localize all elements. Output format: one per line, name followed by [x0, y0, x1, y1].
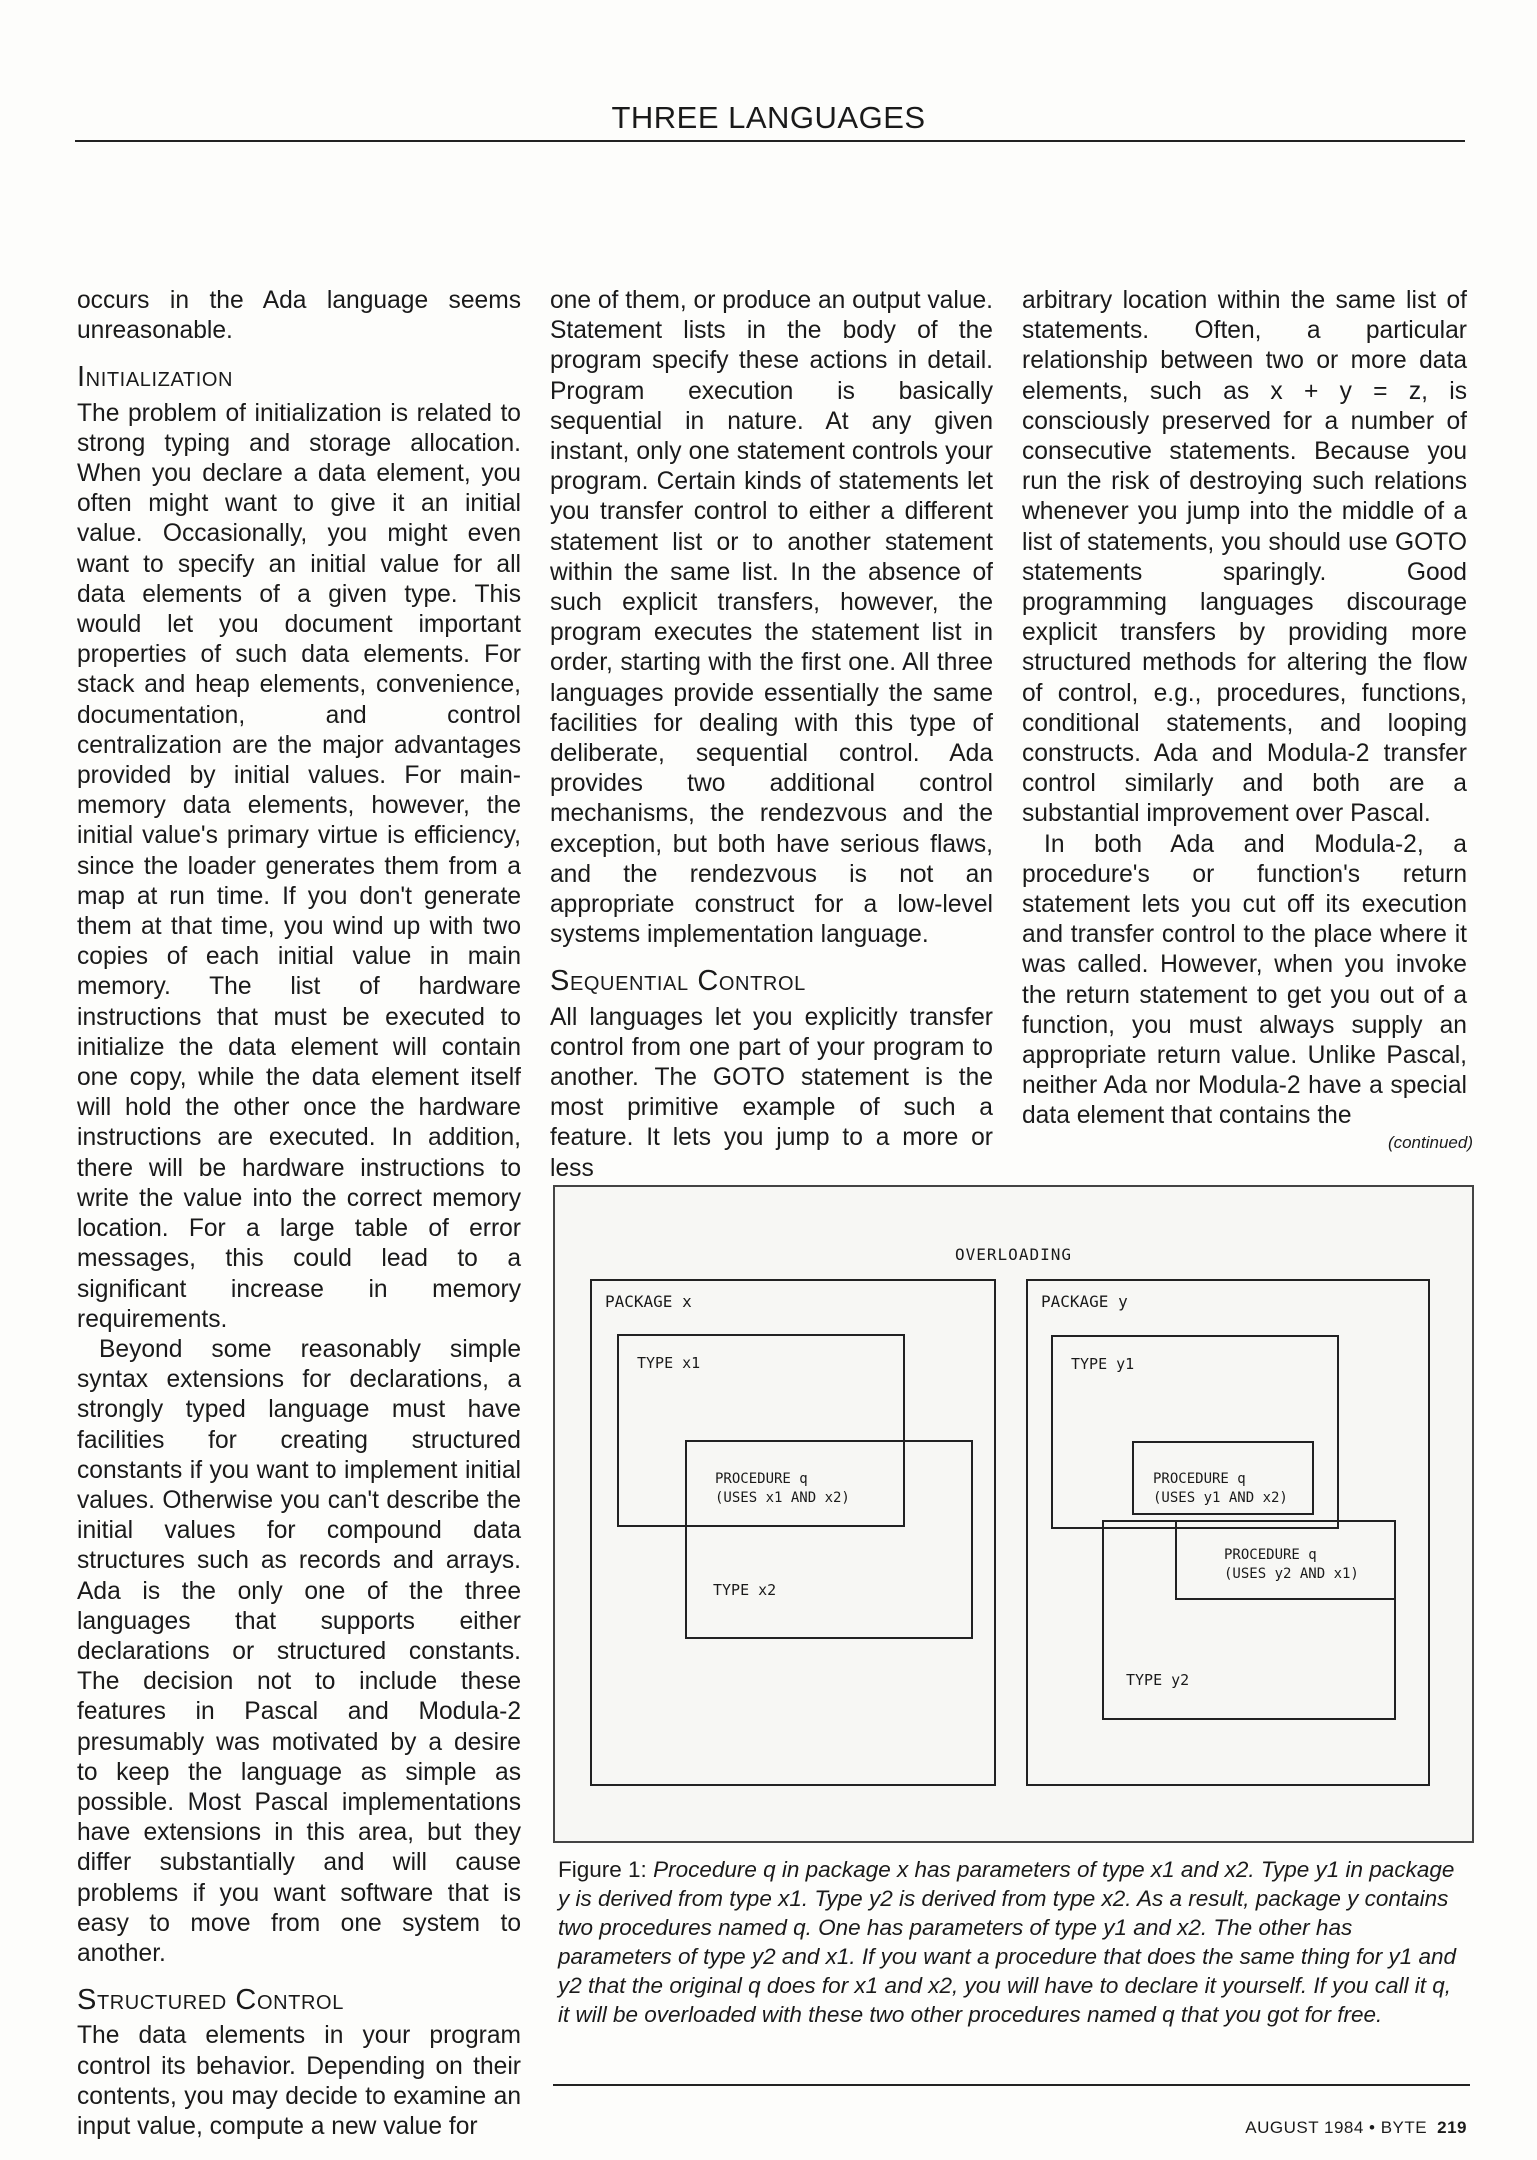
paragraph: arbitrary location within the same list of statements. Often, a particular relationship between two or more data elements, such as x + y = z, is consciously preserved for a number of consecutive statements. Because you run the risk of destroying such relations whenever you jump into the middle of a list of statements, you should use GOTO statements sparingly. Good programming languages discourage explicit transfers by providing more structured methods for altering the flow of control, e.g., procedures, functions, conditional statements, and looping constructs. Ada and Modula-2 transfer control similarly and both are a substantial improvement over Pascal. — [1022, 287, 1467, 828]
type-y1-label: TYPE y1 — [1071, 1355, 1135, 1373]
column-1 — [77, 286, 521, 2142]
figure-title: OVERLOADING — [955, 1245, 1072, 1264]
continued-note: (continued) — [1387, 1133, 1473, 1152]
page-footer — [1245, 2118, 1467, 2138]
figure-caption-text: Procedure q in package x has parameters of type x1 and x2. Type y1 in package y is derived from type x1. Type y2 is derived from type x2. As a result, package y contains two procedures named q. One has parameters of type y1 and x2. The other has parameters of type y2 and x1. If you want a procedure that does the same thing for y1 and y2 that the original q does for x1 and x2, you will have to declare it yourself. If you call it q, it will be overloaded with these two other procedures named q that you got for free. — [558, 1857, 1457, 2027]
page-number: 219 — [1437, 2118, 1467, 2137]
paragraph: In both Ada and Modula-2, a procedure's or function's return statement lets you cut off its execution and transfer control to the place where it was called. However, when you invoke the return statement to get you out of a function, you must always supply an appropriate return value. Unlike Pascal, neither Ada nor Modula-2 have a special data element that contains the — [1022, 830, 1467, 1130]
package-y-label: PACKAGE y — [1041, 1292, 1128, 1311]
column-3 — [1022, 286, 1467, 1132]
paragraph: Beyond some reasonably simple syntax extensions for declarations, a strongly typed language must have facilities for creating structured constants if you want to implement initial values. Otherwise you can't describe the initial values for compound data structures such as records and arrays. Ada is the only one of the three languages that supports either declarations or structured constants. The decision not to include these features in Pascal and Modula-2 presumably was motivated by a desire to keep the language as simple as possible. Most Pascal implementations have extensions in this area, but they differ substantially and will cause problems if you want software that is easy to move from one system to another. — [77, 1335, 521, 1967]
type-x2-label: TYPE x2 — [713, 1581, 777, 1599]
proc-x-label-1: PROCEDURE q — [715, 1471, 808, 1487]
proc-y1-label-2: (USES y1 AND x2) — [1153, 1490, 1288, 1506]
section-heading-initialization: Initialization — [77, 361, 234, 394]
paragraph: one of them, or produce an output value. Statement lists in the body of the program specify these actions in detail. Program execution is basically sequential in nature. At any given instant, only one statement controls your program. Certain kinds of statements let you transfer control to either a different statement list or to another statement within the same list. In the absence of such explicit transfers, however, the program executes the statement list in order, starting with the first one. All three languages provide essentially the same facilities for dealing with this type of deliberate, sequential control. Ada provides two additional control mechanisms, the rendezvous and the exception, but both have serious flaws, and the rendezvous is not an appropriate construct for a low-level systems implementation language. — [550, 287, 993, 949]
figure-caption-label: Figure 1: — [558, 1857, 647, 1882]
header-rule — [75, 140, 1465, 142]
proc-y1-label-1: PROCEDURE q — [1153, 1471, 1246, 1487]
paragraph: occurs in the Ada language seems unreasonable. — [77, 287, 521, 345]
paragraph: The problem of initialization is related to strong typing and storage allocation. When you declare a data element, you often might want to give it an initial value. Occasionally, you might even want to specify an initial value for all data elements of a given type. This would let you document important properties of such data elements. For stack and heap elements, convenience, documentation, and control centralization are the major advantages provided by initial values. For main-memory data elements, however, the initial value's primary virtue is efficiency, since the loader generates them from a map at run time. If you don't generate them at that time, you wind up with two copies of each initial value in main memory. The list of hardware instructions that must be executed to initialize the data element will contain one copy, while the data element itself will hold the other once the hardware instructions are executed. In addition, there will be hardware instructions to write the value into the correct memory location. For a large table of error messages, this could lead to a significant increase in memory requirements. — [77, 399, 521, 1333]
proc-x-label-2: (USES x1 AND x2) — [715, 1490, 850, 1506]
paragraph: All languages let you explicitly transfer control from one part of your program to another. The GOTO statement is the most primitive example of such a feature. It lets you jump to a more or less — [550, 1003, 993, 1182]
section-heading-sequential-control: Sequential Control — [550, 965, 806, 998]
type-y2-label: TYPE y2 — [1126, 1671, 1190, 1689]
proc-y2-label-2: (USES y2 AND x1) — [1224, 1566, 1359, 1582]
proc-y2-label-1: PROCEDURE q — [1224, 1547, 1317, 1563]
type-x1-label: TYPE x1 — [637, 1354, 701, 1372]
section-heading-structured-control: Structured Control — [77, 1984, 344, 2017]
figure-caption — [558, 1855, 1463, 2029]
footer-issue: AUGUST 1984 • BYTE — [1245, 2118, 1428, 2137]
running-header: THREE LANGUAGES — [611, 100, 926, 135]
figure-overloading — [553, 1185, 1474, 1843]
caption-rule — [553, 2084, 1470, 2086]
package-x-label: PACKAGE x — [605, 1292, 692, 1311]
paragraph: The data elements in your program control its behavior. Depending on their contents, you may decide to examine an input value, compute a new value for — [77, 2022, 521, 2140]
column-2 — [550, 286, 993, 1184]
